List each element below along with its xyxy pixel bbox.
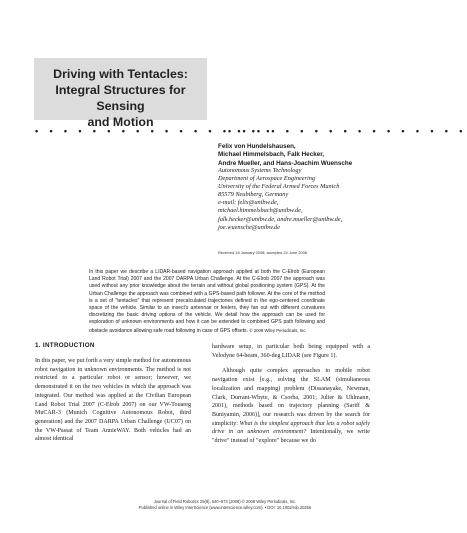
affiliation-block xyxy=(218,167,396,232)
section-heading: 1. INTRODUCTION xyxy=(35,342,95,349)
email-line: falk.hecker@unibw.de, andre.mueller@unibw.de, xyxy=(218,215,343,223)
author-line: Felix von Hundelshausen, xyxy=(218,143,296,150)
email-line: e-mail: felix@unibw.de, xyxy=(218,199,279,207)
publication-info: Published online in Wiley InterScience (www.interscience.wiley.com). • DOI: 10.1002/rob.20256 xyxy=(138,505,312,510)
paragraph-text: Although quite complex approaches to mobile robot navigation exist [e.g., solving the SLAM (simultaneous localization and mapping) problem (Dissanayake, Newman, Clark, Durrant-Whyte, & Csorba, 2001; Julier & Uhlmann, 2001), methods based on trajectory planning (Sariff & Buniyamin, 2006)], our research was driven by the search for simplicity: xyxy=(212,368,370,427)
dot-rule-left: • • • • • • • • • • • • • • • • • xyxy=(35,126,274,136)
affiliation-line: Department of Aerospace Engineering xyxy=(218,175,316,183)
paper-title xyxy=(34,66,207,130)
abstract xyxy=(89,269,325,335)
journal-citation: Journal of Field Robotics 25(9), 640–673 (2008) © 2008 Wiley Periodicals, Inc. xyxy=(153,499,297,504)
author-list xyxy=(218,143,396,168)
abstract-text: In this paper we describe a LIDAR-based navigation approach applied at both the C-Elrob (European Land Robot Trial) 2007 and the 2007 DARPA Urban Challenge. At the C-Elrob 2007 the approach was used without any prior knowledge about the terrain and without global positioning system (GPS). At the Urban Challenge the approach was combined with a GPS-based path follower. At the core of the method is a set of "tentacles" that represent precalculated trajectories defined in the ego-centered coordinate space of the vehicle. Similar to an insect's antennae or feelers, they fan out with different curvatures discretizing the basic driving options of the vehicle. We detail how the approach can be used for exploration of unknown environments and how it can be extended to combined GPS path following and obstacle avoidance allowing safe road following in case of GPS offsets. xyxy=(89,269,325,334)
affiliation-line: 85579 Neubiberg, Germany xyxy=(218,191,289,199)
paragraph: In this paper, we put forth a very simple method for autonomous robot navigation in unknown environments. The method is not restricted to a particular robot or sensor; however, we demonstrated it on the two vehicles in which the approach was integrated. Our method was applied at the Civilian European Land Robot Trial 2007 (C-Elrob 2007) on our VW-Touareg MuCAR-3 (Munich Cognitive Autonomous Robot, third generation) and the 2007 DARPA Urban Challenge (UC07) on the VW-Passat of Team AnnieWAY. Both vehicles had an almost identical xyxy=(35,358,191,443)
paragraph xyxy=(212,367,370,445)
affiliation-line: University of the Federal Armed Forces Munich xyxy=(218,183,340,191)
title-line: Driving with Tentacles: xyxy=(53,67,188,81)
abstract-copyright: © 2008 Wiley Periodicals, Inc. xyxy=(249,327,307,333)
dot-rule-right: • • • • • • • • • • • • • • • • • xyxy=(228,126,467,136)
received-date: Received 18 January 2008; accepted 24 June 2008 xyxy=(218,250,307,255)
title-line: Integral Structures for Sensing xyxy=(55,83,186,113)
left-column xyxy=(35,357,191,451)
affiliation-line: Autonomous Systems Technology xyxy=(218,167,302,174)
email-line: joe.wuensche@unibw.de xyxy=(218,223,280,231)
paragraph: hardware setup, in particular both being equipped with a Velodyne 64-beam, 360-deg LIDAR (see Figure 1). xyxy=(212,344,370,359)
email-line: michael.himmelsbach@unibw.de, xyxy=(218,207,303,215)
paragraph-text: Intentionally, we write "drive" instead of "explore" because we do xyxy=(212,429,370,445)
emphasis-text: What is the simplest approach that lets a robot safely drive in an unknown environment? xyxy=(212,420,370,436)
author-line: Andre Mueller, and Hans-Joachim Wuensche xyxy=(218,159,353,167)
title-line: and Motion xyxy=(87,115,154,129)
right-column xyxy=(212,343,370,453)
author-line: Michael Himmelsbach, Falk Hecker, xyxy=(218,151,325,159)
